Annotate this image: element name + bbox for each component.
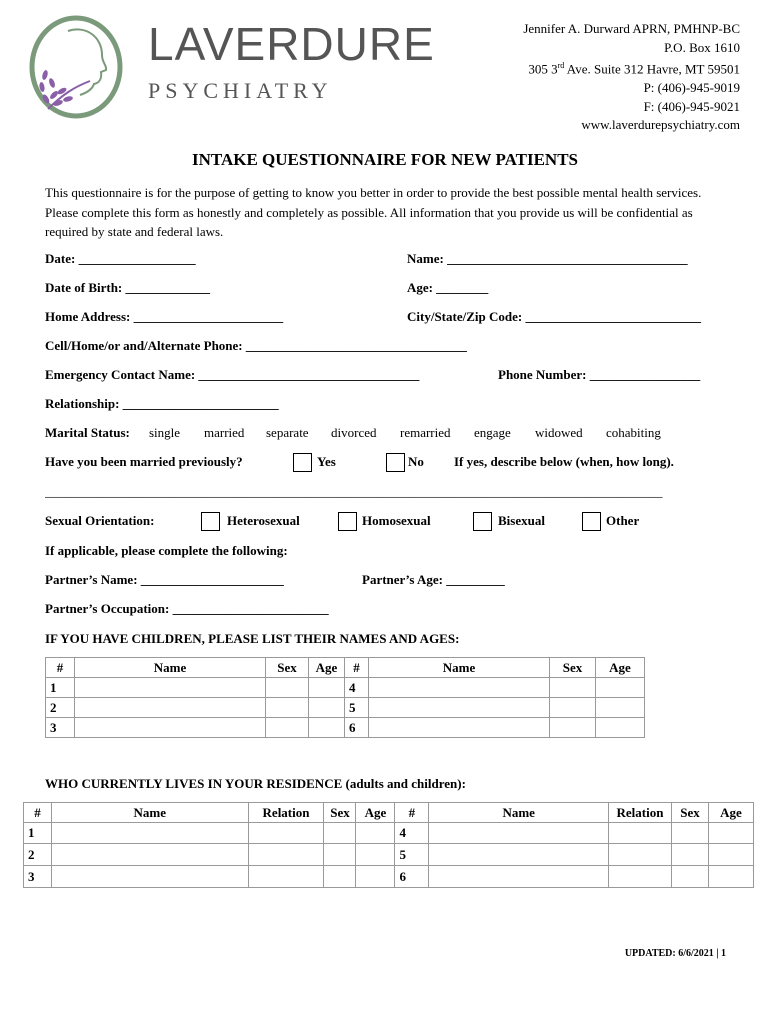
age-cell[interactable] <box>708 823 753 844</box>
contact-website[interactable]: www.laverdurepsychiatry.com <box>581 117 740 133</box>
column-header: Sex <box>671 803 708 823</box>
home-address-field[interactable]: Home Address: _______________________ <box>45 309 284 324</box>
married-yes-checkbox[interactable] <box>293 453 312 472</box>
age-cell[interactable] <box>708 844 753 866</box>
column-header: Relation <box>248 803 324 823</box>
marital-option-remarried[interactable]: remarried <box>400 425 451 440</box>
name-cell[interactable] <box>75 698 266 718</box>
table-row <box>24 844 754 866</box>
marital-status-label: Marital Status: <box>45 425 130 440</box>
column-header: Age <box>708 803 753 823</box>
column-header: Name <box>369 658 550 678</box>
age-cell[interactable] <box>356 823 395 844</box>
row-number: 4 <box>345 678 369 698</box>
age-cell[interactable] <box>708 866 753 888</box>
row-number: 2 <box>46 698 75 718</box>
marital-option-single[interactable]: single <box>149 425 181 440</box>
name-cell[interactable] <box>51 844 248 866</box>
table-row <box>24 823 754 844</box>
row-number: 4 <box>395 823 429 844</box>
sex-cell[interactable] <box>266 718 309 738</box>
column-header: Name <box>51 803 248 823</box>
contact-phone: P: (406)-945-9019 <box>643 80 740 96</box>
marital-option-separate[interactable]: separate <box>266 425 309 440</box>
marital-option-divorced[interactable]: divorced <box>331 425 377 440</box>
age-cell[interactable] <box>309 678 345 698</box>
name-cell[interactable] <box>369 698 550 718</box>
column-header: # <box>46 658 75 678</box>
column-header: Sex <box>324 803 356 823</box>
dob-field[interactable]: Date of Birth: _____________ <box>45 280 211 295</box>
contact-block <box>523 20 740 135</box>
age-field[interactable]: Age: ________ <box>407 280 489 295</box>
name-cell[interactable] <box>369 718 550 738</box>
partner-name-field[interactable]: Partner’s Name: ______________________ <box>45 572 284 587</box>
column-header: Name <box>429 803 609 823</box>
row-number: 3 <box>24 866 52 888</box>
column-header: Name <box>75 658 266 678</box>
column-header: Sex <box>550 658 596 678</box>
children-table <box>45 657 645 738</box>
sex-cell[interactable] <box>266 698 309 718</box>
row-number: 6 <box>345 718 369 738</box>
sex-cell[interactable] <box>266 678 309 698</box>
laverdure-logo-icon <box>28 15 124 119</box>
marital-option-married[interactable]: married <box>204 425 245 440</box>
brand-name: LAVERDURE <box>148 18 435 70</box>
table-row <box>46 718 645 738</box>
sex-cell[interactable] <box>671 844 708 866</box>
age-cell[interactable] <box>356 866 395 888</box>
relation-cell[interactable] <box>248 844 324 866</box>
relation-cell[interactable] <box>248 866 324 888</box>
name-cell[interactable] <box>51 866 248 888</box>
date-field[interactable]: Date: __________________ <box>45 251 196 266</box>
contact-fax: F: (406)-945-9021 <box>643 98 740 114</box>
married-yes-label: Yes <box>317 454 336 469</box>
homosexual-label: Homosexual <box>362 513 431 528</box>
partner-age-field[interactable]: Partner’s Age: _________ <box>362 572 505 587</box>
table-row <box>46 698 645 718</box>
residence-heading: WHO CURRENTLY LIVES IN YOUR RESIDENCE (adults and children): <box>45 776 466 791</box>
footer-updated: UPDATED: 6/6/2021 | 1 <box>624 948 726 959</box>
age-cell[interactable] <box>596 698 645 718</box>
table-header-row <box>46 658 645 678</box>
sex-cell[interactable] <box>324 866 356 888</box>
age-cell[interactable] <box>309 718 345 738</box>
partner-intro: If applicable, please complete the following: <box>45 543 288 558</box>
marital-option-engage[interactable]: engage <box>474 425 511 440</box>
column-header: Relation <box>609 803 672 823</box>
emergency-phone-field[interactable]: Phone Number: _________________ <box>498 367 701 382</box>
phone-field[interactable]: Cell/Home/or and/Alternate Phone: __________________________________ <box>45 338 467 353</box>
table-row <box>24 866 754 888</box>
sex-cell[interactable] <box>550 678 596 698</box>
age-cell[interactable] <box>309 698 345 718</box>
column-header: Age <box>356 803 395 823</box>
heterosexual-checkbox[interactable] <box>201 512 220 531</box>
other-label: Other <box>606 513 640 528</box>
other-checkbox[interactable] <box>582 512 601 531</box>
age-cell[interactable] <box>356 844 395 866</box>
sex-cell[interactable] <box>550 718 596 738</box>
partner-occupation-field[interactable]: Partner’s Occupation: ________________________ <box>45 601 329 616</box>
sex-cell[interactable] <box>550 698 596 718</box>
relation-cell[interactable] <box>609 844 672 866</box>
contact-name: Jennifer A. Durward APRN, PMHNP-BC <box>523 21 740 36</box>
relation-cell[interactable] <box>248 823 324 844</box>
city-state-zip-field[interactable]: City/State/Zip Code: ___________________________ <box>407 309 701 324</box>
relation-cell[interactable] <box>609 866 672 888</box>
married-previously-question: Have you been married previously? <box>45 454 243 469</box>
table-header-row <box>24 803 754 823</box>
row-number: 1 <box>46 678 75 698</box>
relation-cell[interactable] <box>609 823 672 844</box>
married-no-label: No <box>408 454 424 469</box>
name-cell[interactable] <box>429 844 609 866</box>
married-describe-line[interactable]: _______________________________________________________________________________________________ <box>45 484 663 499</box>
column-header: # <box>345 658 369 678</box>
table-row <box>46 678 645 698</box>
age-cell[interactable] <box>596 678 645 698</box>
age-cell[interactable] <box>596 718 645 738</box>
married-describe-instruction: If yes, describe below (when, how long). <box>454 454 674 469</box>
column-header: Age <box>309 658 345 678</box>
column-header: Sex <box>266 658 309 678</box>
bisexual-checkbox[interactable] <box>473 512 492 531</box>
row-number: 5 <box>395 844 429 866</box>
page-title: INTAKE QUESTIONNAIRE FOR NEW PATIENTS <box>191 150 579 169</box>
column-header: # <box>24 803 52 823</box>
name-cell[interactable] <box>429 866 609 888</box>
marital-option-cohabiting[interactable]: cohabiting <box>606 425 661 440</box>
sex-cell[interactable] <box>671 866 708 888</box>
orientation-label: Sexual Orientation: <box>45 513 155 528</box>
brand-subtitle: PSYCHIATRY <box>148 78 333 103</box>
row-number: 1 <box>24 823 52 844</box>
married-no-checkbox[interactable] <box>386 453 405 472</box>
row-number: 5 <box>345 698 369 718</box>
intro-paragraph: This questionnaire is for the purpose of getting to know you better in order to provide the best possible mental health services. Please complete this form as honestly and completely as possible. All information that you provide us will be confidential as required by state and federal laws. <box>45 185 702 239</box>
sex-cell[interactable] <box>324 844 356 866</box>
name-cell[interactable] <box>75 718 266 738</box>
sex-cell[interactable] <box>671 823 708 844</box>
name-cell[interactable] <box>429 823 609 844</box>
name-cell[interactable] <box>75 678 266 698</box>
bisexual-label: Bisexual <box>498 513 545 528</box>
contact-po-box: P.O. Box 1610 <box>664 39 740 55</box>
emergency-contact-field[interactable]: Emergency Contact Name: __________________________________ <box>45 367 420 382</box>
name-cell[interactable] <box>369 678 550 698</box>
row-number: 2 <box>24 844 52 866</box>
residence-table <box>23 802 754 888</box>
contact-address: 305 3rd Ave. Suite 312 Havre, MT 59501 <box>528 61 740 77</box>
row-number: 3 <box>46 718 75 738</box>
column-header: Age <box>596 658 645 678</box>
row-number: 6 <box>395 866 429 888</box>
marital-option-widowed[interactable]: widowed <box>535 425 583 440</box>
column-header: # <box>395 803 429 823</box>
relationship-field[interactable]: Relationship: ________________________ <box>45 396 279 411</box>
homosexual-checkbox[interactable] <box>338 512 357 531</box>
children-heading: IF YOU HAVE CHILDREN, PLEASE LIST THEIR NAMES AND AGES: <box>45 631 460 646</box>
name-field[interactable]: Name: _____________________________________ <box>407 251 688 266</box>
sex-cell[interactable] <box>324 823 356 844</box>
name-cell[interactable] <box>51 823 248 844</box>
heterosexual-label: Heterosexual <box>227 513 300 528</box>
